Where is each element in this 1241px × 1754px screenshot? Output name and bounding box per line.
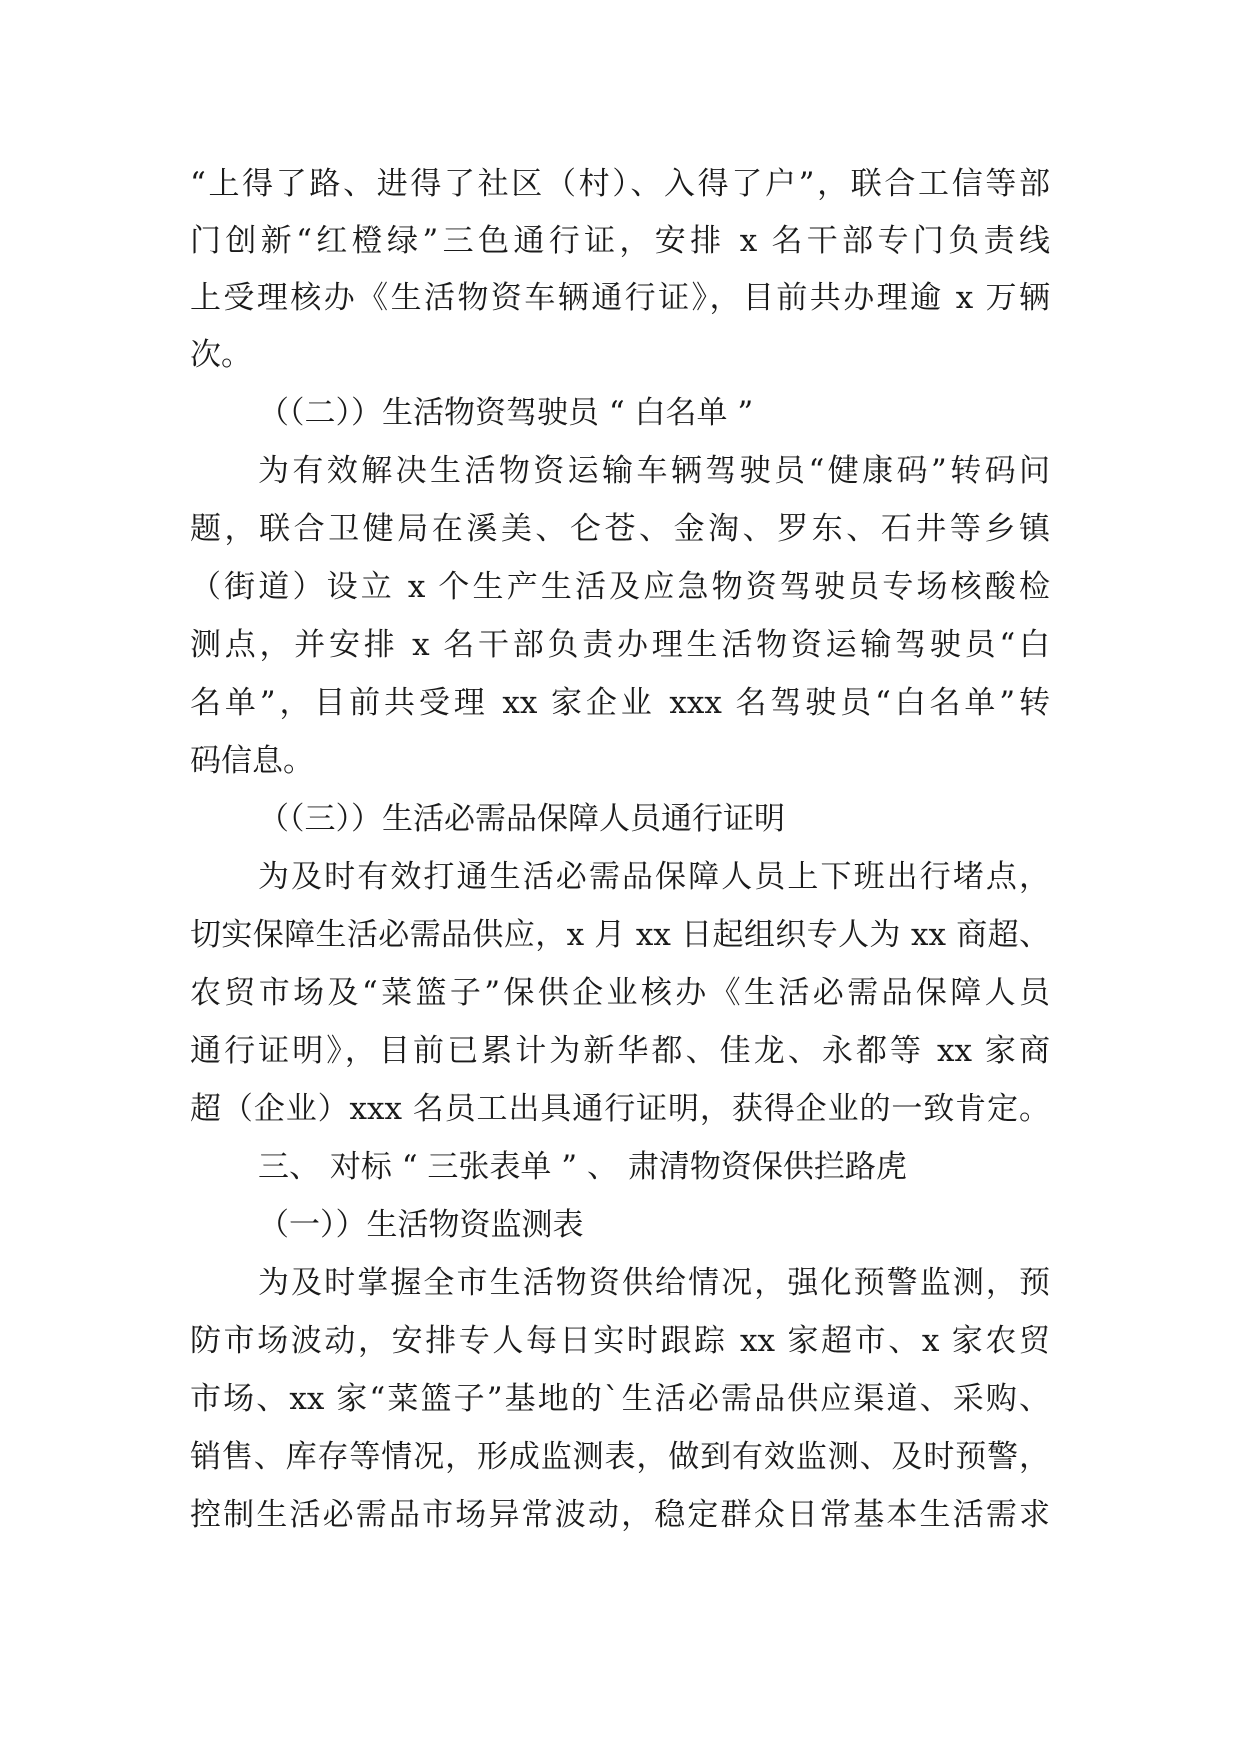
paragraph-line: 题，联合卫健局在溪美、仑苍、金淘、罗东、石井等乡镇 <box>190 511 1050 547</box>
paragraph-line: 测点，并安排 x 名干部负责办理生活物资运输驾驶员“白 <box>190 627 1050 663</box>
paragraph-line: 防市场波动，安排专人每日实时跟踪 xx 家超市、x 家农贸 <box>190 1323 1050 1359</box>
paragraph-line: 农贸市场及“菜篮子”保供企业核办《生活必需品保障人员 <box>190 975 1050 1011</box>
paragraph-line: 次。 <box>190 337 252 373</box>
paragraph-line: 门创新“红橙绿”三色通行证，安排 x 名干部专门负责线 <box>190 223 1050 259</box>
paragraph-line: 为有效解决生活物资运输车辆驾驶员“健康码”转码问 <box>258 453 1050 489</box>
paragraph-line: 名单”，目前共受理 xx 家企业 xxx 名驾驶员“白名单”转 <box>190 685 1050 721</box>
paragraph-line: 切实保障生活必需品供应，x 月 xx 日起组织专人为 xx 商超、 <box>190 917 1050 953</box>
paragraph-line: “上得了路、进得了社区（村）、入得了户”，联合工信等部 <box>190 166 1050 202</box>
paragraph-line: 上受理核办《生活物资车辆通行证》，目前共办理逾 x 万辆 <box>190 280 1050 316</box>
section-heading: （（二））生活物资驾驶员 “ 白名单 ” <box>258 395 754 431</box>
paragraph-line: 销售、库存等情况，形成监测表，做到有效监测、及时预警， <box>190 1439 1050 1475</box>
section-heading: 三、 对标 “ 三张表单 ” 、 肃清物资保供拦路虎 <box>258 1149 907 1185</box>
paragraph-line: 为及时有效打通生活必需品保障人员上下班出行堵点， <box>258 859 1050 895</box>
paragraph-line: 控制生活必需品市场异常波动，稳定群众日常基本生活需求 <box>190 1497 1050 1533</box>
paragraph-line: 通行证明》，目前已累计为新华都、佳龙、永都等 xx 家商 <box>190 1033 1050 1069</box>
subsection-heading: （一））生活物资监测表 <box>258 1207 584 1243</box>
paragraph-line: 超（企业）xxx 名员工出具通行证明，获得企业的一致肯定。 <box>190 1091 1050 1127</box>
paragraph-line: 为及时掌握全市生活物资供给情况，强化预警监测，预 <box>258 1265 1050 1301</box>
paragraph-line: （街道）设立 x 个生产生活及应急物资驾驶员专场核酸检 <box>190 569 1050 605</box>
section-heading: （（三））生活必需品保障人员通行证明 <box>258 801 785 837</box>
paragraph-line: 码信息。 <box>190 743 314 779</box>
paragraph-line: 市场、xx 家“菜篮子”基地的`生活必需品供应渠道、采购、 <box>190 1381 1050 1417</box>
